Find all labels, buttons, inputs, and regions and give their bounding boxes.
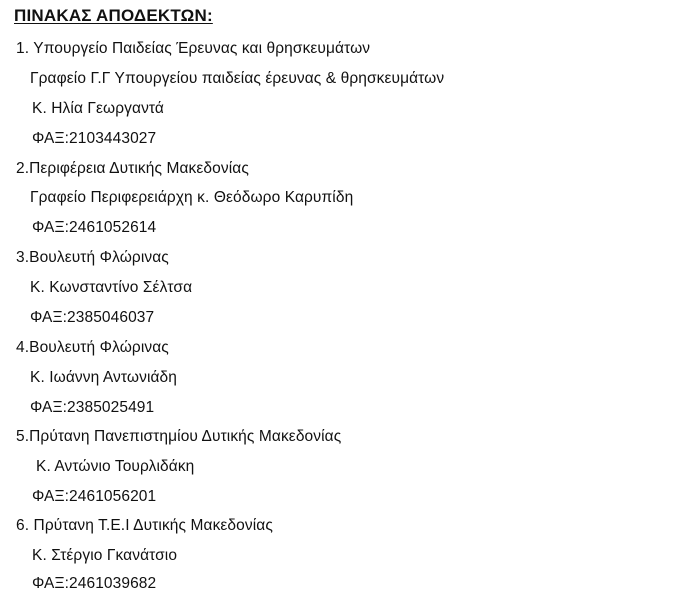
recipient-1-fax: ΦΑΞ:2103443027: [32, 130, 157, 147]
document-title: ΠΙΝΑΚΑΣ ΑΠΟΔΕΚΤΩΝ:: [14, 6, 213, 25]
recipient-3-fax: ΦΑΞ:2385046037: [30, 309, 155, 326]
recipient-2-fax: ΦΑΞ:2461052614: [32, 219, 157, 236]
recipient-6-person: Κ. Στέργιο Γκανάτσιο: [32, 547, 178, 564]
recipient-6-fax: ΦΑΞ:2461039682: [32, 575, 157, 592]
recipient-6-header: 6. Πρύτανη Τ.Ε.Ι Δυτικής Μακεδονίας: [16, 517, 273, 534]
recipient-3-person: Κ. Κωνσταντίνο Σέλτσα: [30, 279, 193, 296]
recipient-1-office: Γραφείο Γ.Γ Υπουργείου παιδείας έρευνας & θρησκευμάτων: [30, 70, 445, 87]
recipient-5-person: Κ. Αντώνιο Τουρλιδάκη: [36, 458, 195, 475]
recipient-4-fax: ΦΑΞ:2385025491: [30, 399, 155, 416]
recipient-5-header: 5.Πρύτανη Πανεπιστημίου Δυτικής Μακεδονίας: [16, 428, 342, 445]
recipient-2-office: Γραφείο Περιφερειάρχη κ. Θεόδωρο Καρυπίδη: [30, 189, 354, 206]
recipient-4-header: 4.Βουλευτή Φλώρινας: [16, 339, 169, 356]
recipient-1-header: 1. Υπουργείο Παιδείας Έρευνας και θρησκευμάτων: [16, 40, 371, 57]
recipient-2-header: 2.Περιφέρεια Δυτικής Μακεδονίας: [16, 160, 249, 177]
recipient-1-person: Κ. Ηλία Γεωργαντά: [32, 100, 164, 117]
recipient-3-header: 3.Βουλευτή Φλώρινας: [16, 249, 169, 266]
recipient-4-person: Κ. Ιωάννη Αντωνιάδη: [30, 369, 178, 386]
recipient-5-fax: ΦΑΞ:2461056201: [32, 488, 157, 505]
